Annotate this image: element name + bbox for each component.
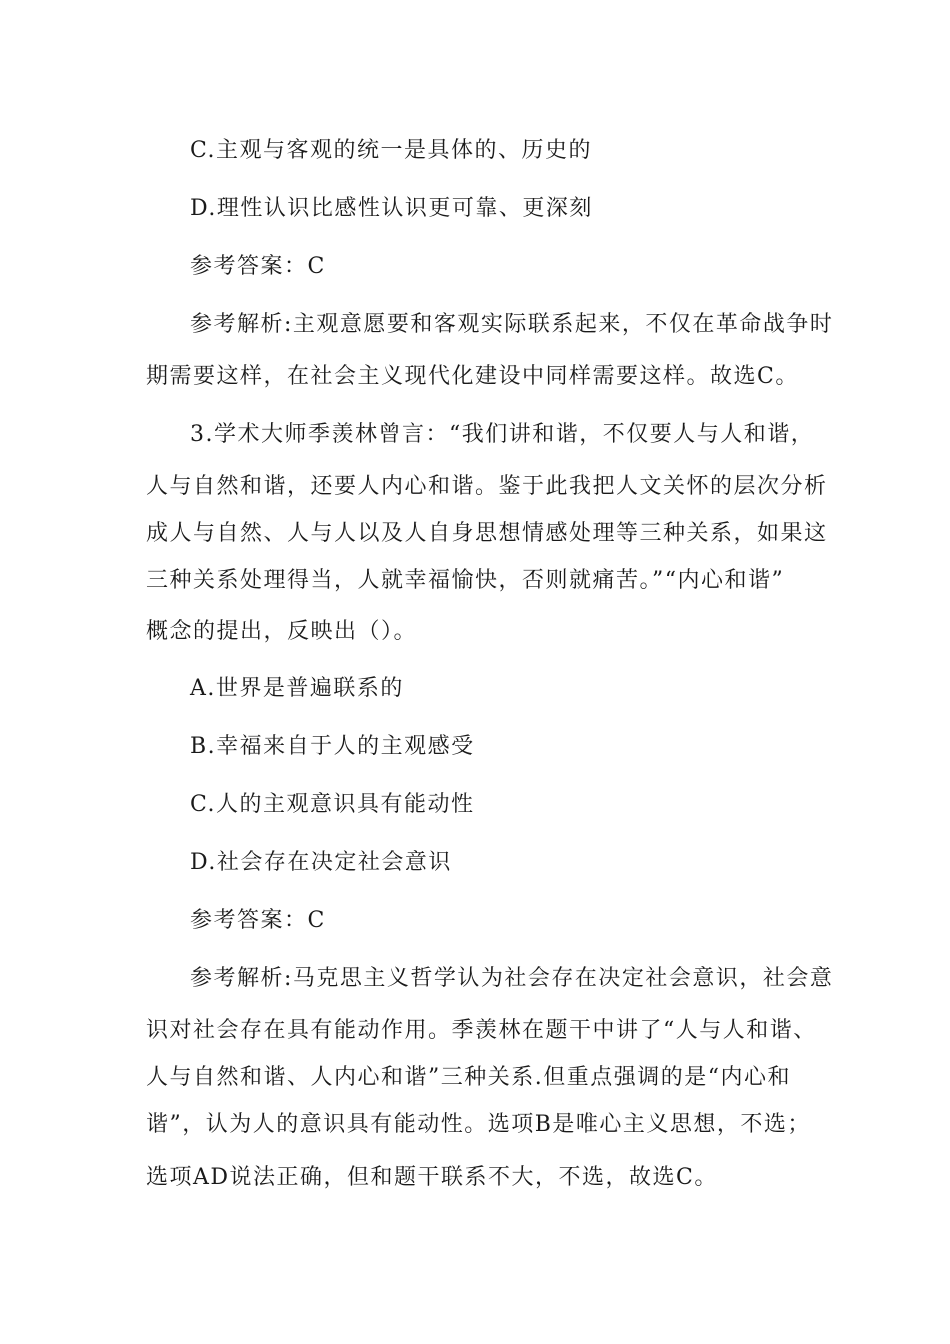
q2-analysis-line-2: 期需要这样，在社会主义现代化建设中同样需要这样。故选C。 xyxy=(146,364,799,389)
q3-question-line-3: 成人与自然、人与人以及人自身思想情感处理等三种关系，如果这 xyxy=(146,521,828,546)
q3-option-b: B.幸福来自于人的主观感受 xyxy=(190,734,475,759)
q3-question-line-5: 概念的提出，反映出（）。 xyxy=(146,619,418,644)
q3-question-line-4: 三种关系处理得当，人就幸福愉快，否则就痛苦。”“内心和谐” xyxy=(146,568,785,593)
q2-answer: 参考答案：C xyxy=(190,254,326,279)
q2-analysis-line-1: 参考解析:主观意愿要和客观实际联系起来，不仅在革命战争时 xyxy=(190,312,834,337)
q3-option-a: A.世界是普遍联系的 xyxy=(190,676,404,701)
q3-analysis-line-5: 选项AD说法正确，但和题干联系不大，不选，故选C。 xyxy=(146,1165,718,1190)
q3-analysis-line-2: 识对社会存在具有能动作用。季羡林在题干中讲了“人与人和谐、 xyxy=(146,1018,817,1043)
q3-analysis-line-1: 参考解析:马克思主义哲学认为社会存在决定社会意识，社会意 xyxy=(190,966,834,991)
q3-option-d: D.社会存在决定社会意识 xyxy=(190,850,452,875)
q3-question-line-1: 3.学术大师季羡林曾言：“我们讲和谐，不仅要人与人和谐， xyxy=(190,422,815,447)
q3-option-c: C.人的主观意识具有能动性 xyxy=(190,792,475,817)
q2-option-c: C.主观与客观的统一是具体的、历史的 xyxy=(190,138,593,163)
q2-option-d: D.理性认识比感性认识更可靠、更深刻 xyxy=(190,196,593,221)
q3-analysis-line-4: 谐”，认为人的意识具有能动性。选项B是唯心主义思想，不选； xyxy=(146,1112,811,1137)
q3-analysis-line-3: 人与自然和谐、人内心和谐”三种关系.但重点强调的是“内心和 xyxy=(146,1065,791,1090)
q3-question-line-2: 人与自然和谐，还要人内心和谐。鉴于此我把人文关怀的层次分析 xyxy=(146,474,828,499)
q3-answer: 参考答案：C xyxy=(190,908,326,933)
